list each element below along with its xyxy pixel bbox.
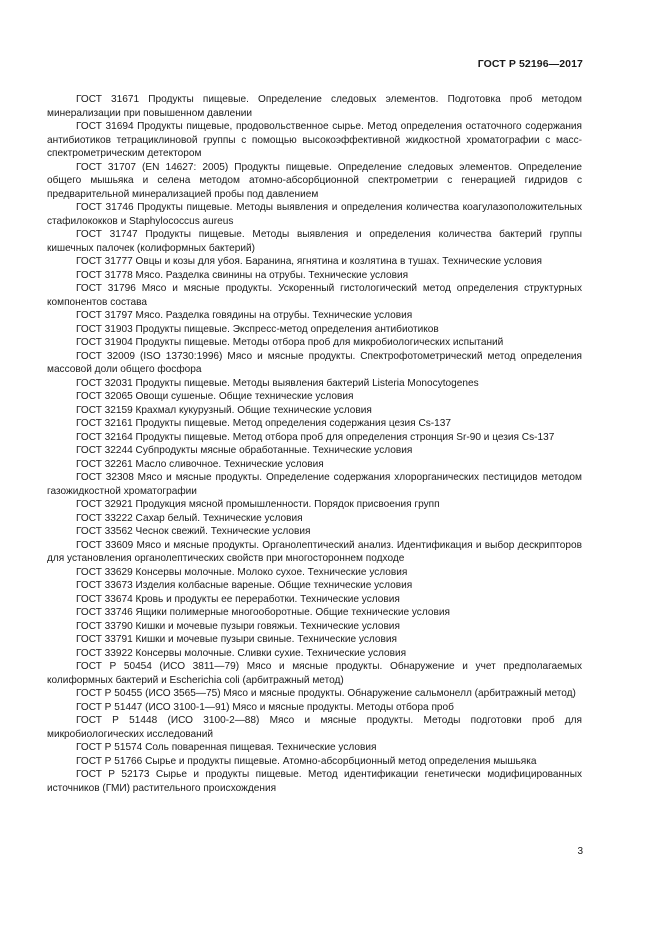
reference-item: ГОСТ 32261 Масло сливочное. Технические условия: [76, 458, 324, 470]
reference-item: ГОСТ 32161 Продукты пищевые. Метод определения содержания цезия Cs-137: [76, 418, 451, 429]
reference-item: ГОСТ 32244 Субпродукты мясные обработанные. Технические условия: [76, 445, 413, 456]
reference-item: ГОСТ 31903 Продукты пищевые. Экспресс-метод определения антибиотиков: [76, 323, 439, 335]
reference-item: ГОСТ 31694 Продукты пищевые, продовольственное сырье. Метод определения остаточного содержания антибиотиков тетрациклиновой группы с помощью высокоэффективной жидкостной хроматографии с масс-спектрометрическим детектором: [47, 121, 582, 159]
reference-item: ГОСТ 33609 Мясо и мясные продукты. Органолептический анализ. Идентификация и выбор дескрипторов для установления органолептических свойств при многостороннем подходе: [47, 539, 582, 564]
reference-item: ГОСТ 33674 Кровь и продукты ее переработки. Технические условия: [76, 593, 400, 605]
reference-item: ГОСТ 33562 Чеснок свежий. Технические условия: [76, 526, 311, 537]
reference-item: ГОСТ 31746 Продукты пищевые. Методы выявления и определения количества коагулазоположительных стафилококков и Staphylococcus aureus: [47, 202, 582, 227]
reference-item: ГОСТ Р 50454 (ИСО 3811—79) Мясо и мясные продукты. Обнаружение и учет предполагаемых колиформных бактерий и Escherichia coli (арбитражный метод): [47, 661, 582, 686]
reference-item: ГОСТ 33222 Сахар белый. Технические условия: [76, 512, 303, 524]
reference-item: ГОСТ Р 52173 Сырье и продукты пищевые. Метод идентификации генетически модифицированных источников (ГМИ) растительного происхождения: [47, 769, 582, 794]
reference-item: ГОСТ 31904 Продукты пищевые. Методы отбора проб для микробиологических испытаний: [76, 337, 504, 348]
reference-item: ГОСТ Р 51447 (ИСО 3100-1—91) Мясо и мясные продукты. Методы отбора проб: [76, 701, 454, 713]
reference-item: ГОСТ 31671 Продукты пищевые. Определение следовых элементов. Подготовка проб методом минерализации при повышенном давлении: [47, 94, 582, 119]
reference-item: ГОСТ Р 50455 (ИСО 3565—75) Мясо и мясные продукты. Обнаружение сальмонелл (арбитражный метод): [76, 688, 576, 699]
page-header-standard-code: ГОСТ Р 52196—2017: [477, 58, 583, 70]
reference-item: ГОСТ 32921 Продукция мясной промышленности. Порядок присвоения групп: [76, 499, 440, 510]
reference-item: ГОСТ 32164 Продукты пищевые. Метод отбора проб для определения стронция Sr-90 и цезия Cs-137: [76, 431, 555, 443]
reference-item: ГОСТ 32159 Крахмал кукурузный. Общие технические условия: [76, 404, 372, 416]
reference-item: ГОСТ 32308 Мясо и мясные продукты. Определение содержания хлорорганических пестицидов методом газожидкостной хроматографии: [47, 472, 582, 497]
reference-item: ГОСТ 33922 Консервы молочные. Сливки сухие. Технические условия: [76, 647, 407, 659]
reference-item: ГОСТ Р 51574 Соль поваренная пищевая. Технические условия: [76, 742, 377, 753]
reference-item: ГОСТ 31747 Продукты пищевые. Методы выявления и определения количества бактерий группы кишечных палочек (колиформных бактерий): [47, 229, 582, 254]
normative-references-list: [47, 93, 582, 795]
reference-item: ГОСТ 33629 Консервы молочные. Молоко сухое. Технические условия: [76, 566, 408, 578]
reference-item: ГОСТ 33791 Кишки и мочевые пузыри свиные. Технические условия: [76, 634, 397, 645]
reference-item: ГОСТ 31796 Мясо и мясные продукты. Ускоренный гистологический метод определения структурных компонентов состава: [47, 283, 582, 308]
reference-item: ГОСТ 32065 Овощи сушеные. Общие технические условия: [76, 391, 354, 402]
reference-item: ГОСТ 33790 Кишки и мочевые пузыри говяжьи. Технические условия: [76, 620, 400, 632]
page-number: 3: [577, 846, 583, 857]
reference-item: ГОСТ Р 51448 (ИСО 3100-2—88) Мясо и мясные продукты. Методы подготовки проб для микробиологических исследований: [47, 715, 582, 740]
reference-item: ГОСТ 31707 (EN 14627: 2005) Продукты пищевые. Определение следовых элементов. Определение общего мышьяка и селена методом атомно-абсорбционной спектрометрии с генерацией гидридов с предварительной минерализацией пробы под давлением: [47, 161, 582, 200]
reference-item: ГОСТ 32009 (ISO 13730:1996) Мясо и мясные продукты. Спектрофотометрический метод определения массовой доли общего фосфора: [47, 350, 582, 375]
reference-item: ГОСТ 33746 Ящики полимерные многооборотные. Общие технические условия: [76, 607, 450, 618]
reference-item: ГОСТ 31777 Овцы и козы для убоя. Баранина, ягнятина и козлятина в тушах. Технические условия: [76, 256, 542, 267]
reference-item: ГОСТ 32031 Продукты пищевые. Методы выявления бактерий Listeria Monocytogenes: [76, 377, 479, 389]
reference-item: ГОСТ 31778 Мясо. Разделка свинины на отрубы. Технические условия: [76, 269, 409, 281]
reference-item: ГОСТ 33673 Изделия колбасные вареные. Общие технические условия: [76, 580, 413, 591]
reference-item: ГОСТ Р 51766 Сырье и продукты пищевые. Атомно-абсорбционный метод определения мышьяка: [76, 755, 537, 767]
reference-item: ГОСТ 31797 Мясо. Разделка говядины на отрубы. Технические условия: [76, 310, 413, 321]
